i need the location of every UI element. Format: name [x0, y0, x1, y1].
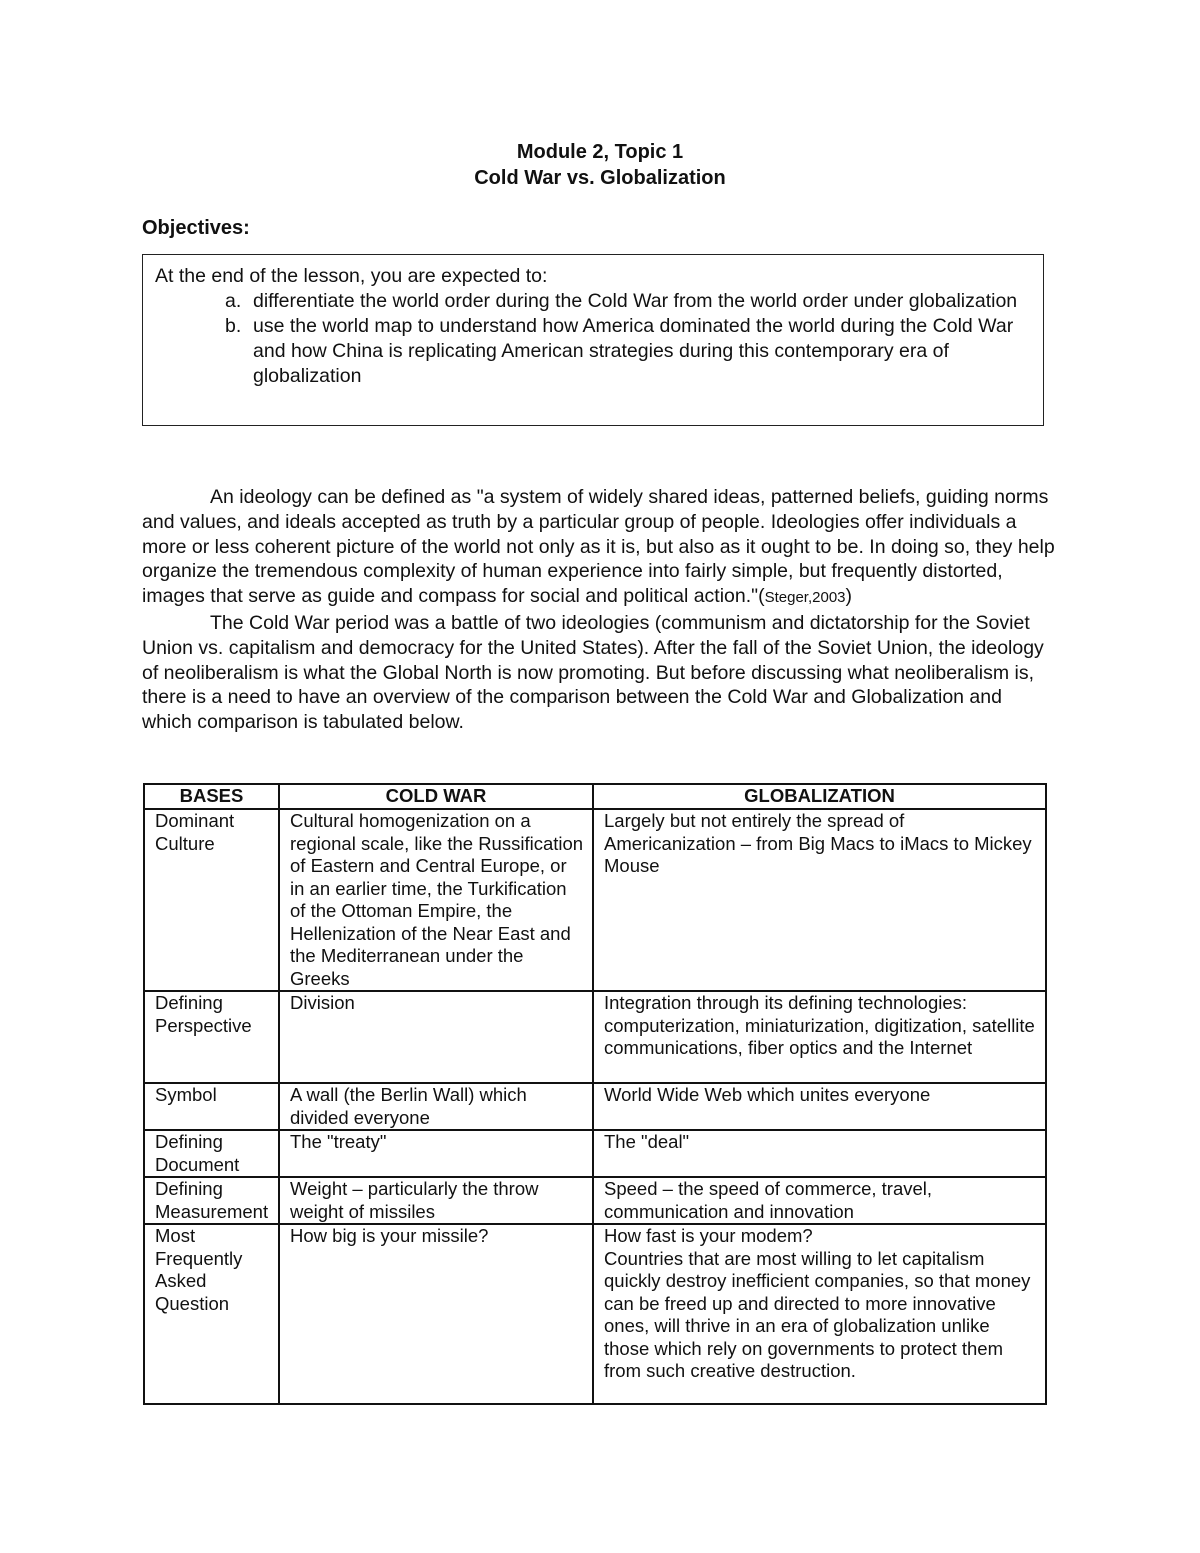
- basis-cell: Most Frequently Asked Question: [144, 1224, 279, 1404]
- objective-item: [155, 314, 1029, 389]
- table-header-row: [144, 784, 1046, 809]
- globalization-cell: The "deal": [593, 1130, 1046, 1177]
- basis-cell: Defining Document: [144, 1130, 279, 1177]
- header-bases: BASES: [144, 784, 279, 809]
- faq-question: How fast is your modem?: [604, 1225, 813, 1246]
- comparison-table: [143, 783, 1047, 1405]
- cold-war-cell: How big is your missile?: [279, 1224, 593, 1404]
- cold-war-cell: The "treaty": [279, 1130, 593, 1177]
- body-text: [142, 485, 1057, 735]
- table-row: [144, 1130, 1046, 1177]
- globalization-cell: Largely but not entirely the spread of Americanization – from Big Macs to iMacs to Mickey Mouse: [593, 809, 1046, 991]
- header-cold-war: COLD WAR: [279, 784, 593, 809]
- globalization-cell: Speed – the speed of commerce, travel, communication and innovation: [593, 1177, 1046, 1224]
- header-globalization: GLOBALIZATION: [593, 784, 1046, 809]
- basis-cell: Dominant Culture: [144, 809, 279, 991]
- ideology-paragraph: [142, 485, 1057, 611]
- table-row: [144, 991, 1046, 1083]
- table-row: [144, 1083, 1046, 1130]
- basis-cell: Defining Perspective: [144, 991, 279, 1083]
- objective-marker: a.: [225, 290, 242, 312]
- faq-explanation: Countries that are most willing to let capitalism quickly destroy inefficient companies, so that money can be freed up and directed to more innovative ones, will thrive in an era of globalization unlike those which rely on governments to protect them from such creative destruction.: [604, 1247, 1031, 1381]
- ideology-definition: An ideology can be defined as "a system of widely shared ideas, patterned beliefs, guiding norms and values, and ideals accepted as truth by a particular group of people. Ideologies offer individuals a more or less coherent picture of the world not only as it is, but also as it ought to be. In doing so, they help organize the tremendous complexity of human experience into fairly simple, but frequently distorted, images that serve as guide and compass for social and political action."(: [142, 486, 1055, 608]
- objectives-intro: At the end of the lesson, you are expected to:: [155, 265, 548, 287]
- objective-text: use the world map to understand how America dominated the world during the Cold War and how China is replicating American strategies during this contemporary era of globalization: [253, 315, 1014, 387]
- objectives-box: [142, 254, 1044, 426]
- objective-text: differentiate the world order during the Cold War from the world order under globalization: [253, 290, 1018, 312]
- table-row: [144, 1177, 1046, 1224]
- objective-item: [155, 289, 1029, 314]
- table-row: [144, 809, 1046, 991]
- objectives-list: [155, 289, 1029, 389]
- globalization-cell: World Wide Web which unites everyone: [593, 1083, 1046, 1130]
- objective-marker: b.: [225, 315, 242, 337]
- module-title: Module 2, Topic 1: [516, 141, 684, 163]
- topic-title: Cold War vs. Globalization: [474, 167, 726, 189]
- basis-cell: Defining Measurement: [144, 1177, 279, 1224]
- basis-cell: Symbol: [144, 1083, 279, 1130]
- cold-war-cell: Cultural homogenization on a regional scale, like the Russification of Eastern and Central Europe, or in an earlier time, the Turkification of the Ottoman Empire, the Hellenization of the Near East and the Mediterranean under the Greeks: [279, 809, 593, 991]
- citation-close: ): [845, 585, 852, 608]
- globalization-cell: Integration through its defining technologies: computerization, miniaturization, digitization, satellite communications, fiber optics and the Internet: [593, 991, 1046, 1083]
- table-row: [144, 1224, 1046, 1404]
- cold-war-cell: Weight – particularly the throw weight of missiles: [279, 1177, 593, 1224]
- cold-war-cell: Division: [279, 991, 593, 1083]
- objectives-heading: Objectives:: [142, 217, 250, 239]
- globalization-cell: [593, 1224, 1046, 1404]
- cold-war-paragraph: The Cold War period was a battle of two ideologies (communism and dictatorship for the Soviet Union vs. capitalism and democracy for the United States). After the fall of the Soviet Union, the ideology of neoliberalism is what the Global North is now promoting. But before discussing what neoliberalism is, there is a need to have an overview of the comparison between the Cold War and Globalization and which comparison is tabulated below.: [142, 611, 1044, 734]
- citation: Steger,2003: [764, 589, 846, 607]
- cold-war-cell: A wall (the Berlin Wall) which divided everyone: [279, 1083, 593, 1130]
